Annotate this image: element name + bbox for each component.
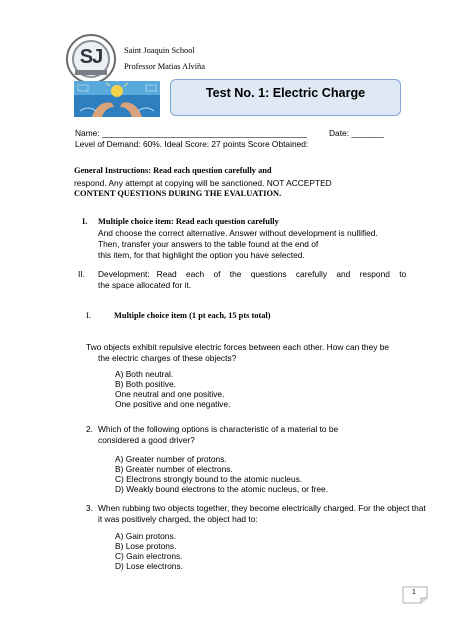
header-banner-image bbox=[74, 81, 160, 117]
question-1-option-a[interactable]: A) Both neutral. bbox=[115, 369, 174, 379]
question-2-number: 2. bbox=[86, 424, 93, 434]
question-3-text: When rubbing two objects together, they become electrically charged. For the object that bbox=[98, 503, 426, 513]
school-name: Saint Joaquin School bbox=[124, 46, 195, 55]
question-2-option-c[interactable]: C) Electrons strongly bound to the atomic nucleus. bbox=[115, 474, 303, 484]
school-logo bbox=[66, 34, 116, 84]
section-2-line-1: Development: Read each of the questions carefully and respond to bbox=[98, 269, 407, 279]
question-2-text: Which of the following options is characteristic of a material to be bbox=[98, 424, 339, 434]
question-3-option-a[interactable]: A) Gain protons. bbox=[115, 531, 176, 541]
level-of-demand: Level of Demand: 60%. Ideal Score: 27 points Score Obtained: bbox=[75, 139, 309, 149]
logo-band bbox=[75, 70, 107, 75]
section-1-title: Multiple choice item: Read each question carefully bbox=[98, 217, 279, 226]
page-number: 1 bbox=[412, 589, 416, 596]
part-1-number: I. bbox=[86, 311, 91, 320]
question-2-text: considered a good driver? bbox=[98, 435, 195, 445]
instructions-line-3: CONTENT QUESTIONS DURING THE EVALUATION. bbox=[74, 189, 282, 198]
question-3-option-c[interactable]: C) Gain electrons. bbox=[115, 551, 183, 561]
question-3-option-b[interactable]: B) Lose protons. bbox=[115, 541, 177, 551]
name-field-label: Name: ____________________________________________ bbox=[75, 128, 307, 138]
question-1-text: Two objects exhibit repulsive electric forces between each other. How can they be bbox=[86, 342, 390, 352]
section-2-line-2: the space allocated for it. bbox=[98, 280, 192, 290]
question-3-text: it was positively charged, the object had to: bbox=[98, 514, 258, 524]
question-2-option-a[interactable]: A) Greater number of protons. bbox=[115, 454, 227, 464]
question-3-number: 3. bbox=[86, 503, 93, 513]
section-1-line: Then, transfer your answers to the table found at the end of bbox=[98, 239, 319, 249]
question-1-option-b[interactable]: B) Both positive. bbox=[115, 379, 176, 389]
banner-illustration bbox=[74, 81, 160, 117]
section-1-line: And choose the correct alternative. Answer without development is nullified. bbox=[98, 228, 378, 238]
part-1-title: Multiple choice item (1 pt each, 15 pts total) bbox=[114, 311, 271, 320]
question-1-option-c[interactable]: One neutral and one positive. bbox=[115, 389, 225, 399]
question-2-option-b[interactable]: B) Greater number of electrons. bbox=[115, 464, 233, 474]
question-3-option-d[interactable]: D) Lose electrons. bbox=[115, 561, 183, 571]
section-1-number: I. bbox=[82, 217, 88, 226]
date-field-label: Date: _______ bbox=[329, 128, 384, 138]
question-1-option-d[interactable]: One positive and one negative. bbox=[115, 399, 231, 409]
logo-letters: SJ bbox=[79, 46, 103, 68]
test-title: Test No. 1: Electric Charge bbox=[205, 86, 366, 100]
section-1-line: this item, for that highlight the option you have selected. bbox=[98, 250, 305, 260]
section-2-number: II. bbox=[78, 269, 85, 279]
professor-name: Professor Matias Alviña bbox=[124, 62, 205, 71]
question-1-text: the electric charges of these objects? bbox=[98, 353, 237, 363]
instructions-line-2: respond. Any attempt at copying will be sanctioned. NOT ACCEPTED bbox=[74, 178, 332, 188]
question-2-option-d[interactable]: D) Weakly bound electrons to the atomic nucleus, or free. bbox=[115, 484, 329, 494]
instructions-line-1: General Instructions: Read each question carefully and bbox=[74, 166, 272, 175]
